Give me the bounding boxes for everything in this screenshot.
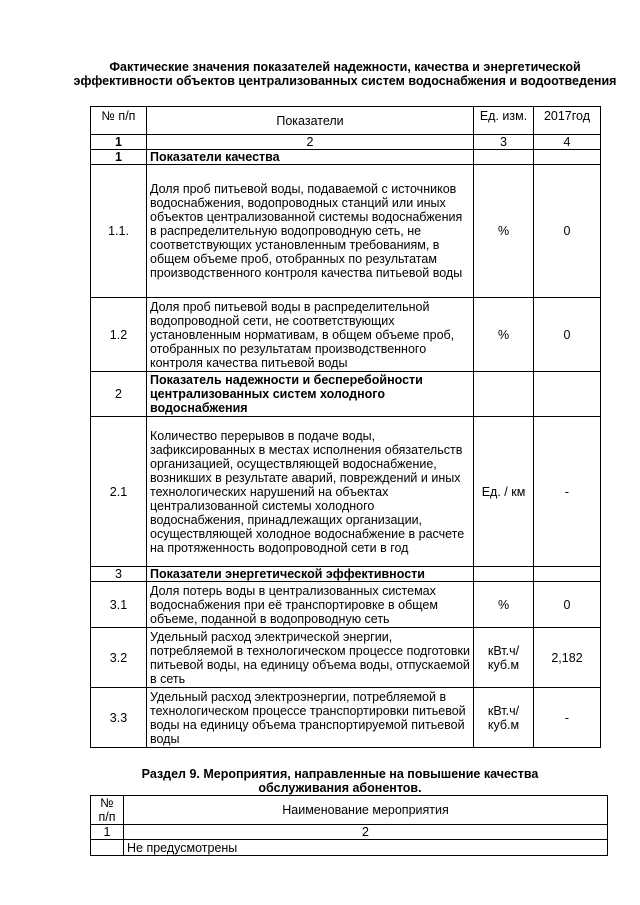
row-unit: % bbox=[474, 582, 534, 628]
row-name: Показатель надежности и бесперебойности централизованных систем холодного водоснабжения bbox=[147, 372, 474, 417]
row-num: 3.2 bbox=[91, 628, 147, 688]
section-9-title: Раздел 9. Мероприятия, направленные на повышение качества обслуживания абонентов. bbox=[141, 767, 539, 795]
table-row-section bbox=[91, 372, 601, 417]
colnum-1: 1 bbox=[91, 135, 147, 150]
colnum-2: 2 bbox=[147, 135, 474, 150]
table-row bbox=[91, 628, 601, 688]
row-name: Удельный расход электрической энергии, потребляемой в технологическом процессе подготовки питьевой воды, на единицу объема воды, отпускаемой в сеть bbox=[147, 628, 474, 688]
row-unit: % bbox=[474, 298, 534, 372]
row-name: Показатели качества bbox=[147, 150, 474, 165]
table-header-row bbox=[91, 796, 608, 825]
row-name: Доля проб питьевой воды в распределительной водопроводной сети, не соответствующих установленным нормативам, в общем объеме проб, отобранных по результатам производственного контроля качества питьевой воды bbox=[147, 298, 474, 372]
row-value: 0 bbox=[534, 298, 601, 372]
header-name: Показатели bbox=[147, 107, 474, 135]
table-row bbox=[91, 582, 601, 628]
row-unit: % bbox=[474, 165, 534, 298]
row-num: 2 bbox=[91, 372, 147, 417]
row-unit: Ед. / км bbox=[474, 417, 534, 567]
row-num: 3 bbox=[91, 567, 147, 582]
row-value: 0 bbox=[534, 582, 601, 628]
row-name: Количество перерывов в подаче воды, зафиксированных в местах исполнения обязательств организацией, осуществляющей водоснабжение, возникших в результате аварий, повреждений и иных технологических нарушений на объектах централизованной системы холодного водоснабжения, принадлежащих организации, осуществляющей холодное водоснабжение в расчете на протяженность водопроводной сети в год bbox=[147, 417, 474, 567]
row-name: Доля проб питьевой воды, подаваемой с источников водоснабжения, водопроводных станций или иных объектов централизованной системы водоснабжения в распределительную водопроводную сеть, не соответствующих установленным требованиям, в общем объеме проб, отобранных по результатам производственного контроля качества питьевой воды bbox=[147, 165, 474, 298]
row-value: 0 bbox=[534, 165, 601, 298]
row-value: - bbox=[534, 417, 601, 567]
row-num: 3.3 bbox=[91, 688, 147, 748]
measures-table bbox=[90, 795, 608, 856]
row-num: 1 bbox=[91, 150, 147, 165]
row-name: Показатели энергетической эффективности bbox=[147, 567, 474, 582]
table-row bbox=[91, 417, 601, 567]
row-value bbox=[534, 372, 601, 417]
row-num: 1.1. bbox=[91, 165, 147, 298]
colnum-4: 4 bbox=[534, 135, 601, 150]
table-row-section bbox=[91, 150, 601, 165]
row-unit bbox=[474, 372, 534, 417]
indicators-table bbox=[90, 106, 601, 748]
table-row bbox=[91, 165, 601, 298]
row-unit: кВт.ч/ куб.м bbox=[474, 688, 534, 748]
row-unit: кВт.ч/ куб.м bbox=[474, 628, 534, 688]
column-number-row bbox=[91, 135, 601, 150]
header-year: 2017год bbox=[534, 107, 601, 135]
header-num: № п/п bbox=[91, 107, 147, 135]
header-num: № п/п bbox=[91, 796, 124, 825]
colnum-2: 2 bbox=[124, 825, 608, 840]
header-name: Наименование мероприятия bbox=[124, 796, 608, 825]
row-num: 3.1 bbox=[91, 582, 147, 628]
row-name: Удельный расход электроэнергии, потребляемой в технологическом процессе транспортировки питьевой воды на единицу объема транспортируемой питьевой воды bbox=[147, 688, 474, 748]
row-value bbox=[534, 567, 601, 582]
row-value: 2,182 bbox=[534, 628, 601, 688]
row-name: Не предусмотрены bbox=[124, 840, 608, 856]
row-num: 1.2 bbox=[91, 298, 147, 372]
colnum-3: 3 bbox=[474, 135, 534, 150]
colnum-1: 1 bbox=[91, 825, 124, 840]
table-row bbox=[91, 840, 608, 856]
table-row bbox=[91, 688, 601, 748]
row-name: Доля потерь воды в централизованных системах водоснабжения при её транспортировке в общем объеме, поданной в водопроводную сеть bbox=[147, 582, 474, 628]
table-row-section bbox=[91, 567, 601, 582]
row-value bbox=[534, 150, 601, 165]
row-unit bbox=[474, 150, 534, 165]
row-num: 2.1 bbox=[91, 417, 147, 567]
row-unit bbox=[474, 567, 534, 582]
column-number-row bbox=[91, 825, 608, 840]
row-value: - bbox=[534, 688, 601, 748]
table-row bbox=[91, 298, 601, 372]
document-title: Фактические значения показателей надежности, качества и энергетической эффективности объектов централизованных систем водоснабжения и водоотведения bbox=[73, 60, 617, 88]
header-unit: Ед. изм. bbox=[474, 107, 534, 135]
row-num bbox=[91, 840, 124, 856]
table-header-row bbox=[91, 107, 601, 135]
